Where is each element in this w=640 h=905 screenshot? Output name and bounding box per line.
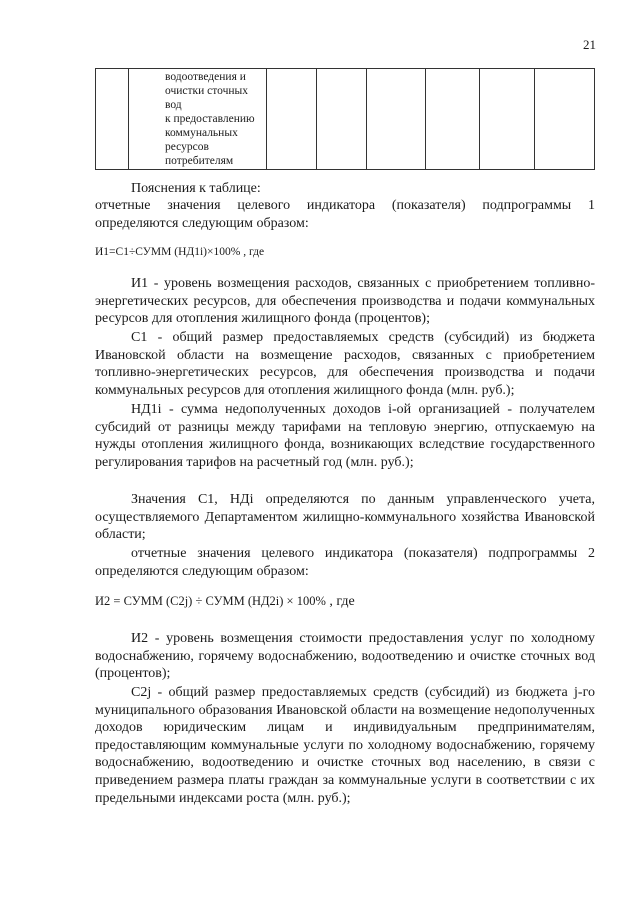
table-cell [426, 69, 480, 170]
table-cell [535, 69, 595, 170]
table-cell [317, 69, 367, 170]
cell-line: к предоставлению [165, 113, 255, 125]
formula-2-tail: , где [325, 594, 355, 609]
table-cell [367, 69, 426, 170]
table-cell [96, 69, 129, 170]
intro-paragraph-2: отчетные значения целевого индикатора (показателя) подпрограммы 2 определяются следующим образом: [95, 546, 595, 579]
definition-i1: И1 - уровень возмещения расходов, связанных с приобретением топливно-энергетических ресурсов, для обеспечения производства и подачи коммунальных ресурсов для отопления жилищного фонда (процентов); [95, 276, 595, 327]
page-number: 21 [583, 37, 596, 52]
definition-nd1i: НД1i - сумма недополученных доходов i-ой организацией - получателем субсидий от разницы между тарифами на тепловую энергию, отпускаемую на нужды отопления жилищного фонда, возникающих вследствие государственного регулирования тарифов на расчетный год (млн. руб.); [95, 402, 595, 470]
cell-line: ресурсов [165, 141, 209, 153]
formula-1: И1=С1÷СУММ (НД1i)×100% , где [95, 246, 265, 258]
table-cell-indicator [129, 69, 267, 170]
cell-line: потребителям [165, 155, 234, 167]
definition-c1: С1 - общий размер предоставляемых средств (субсидий) из бюджета Ивановской области на возмещение расходов, связанных с приобретением топливно-энергетических ресурсов, для обеспечения производства и подачи коммунальных ресурсов для отопления жилищного фонда (млн. руб.); [95, 330, 595, 398]
cell-line: коммунальных [165, 127, 238, 139]
formula-2 [95, 594, 355, 610]
values-source-paragraph: Значения С1, НДi определяются по данным управленческого учета, осуществляемого Департаментом жилищно-коммунального хозяйства Ивановской области; [95, 492, 595, 543]
table-cell [480, 69, 535, 170]
table-cell [267, 69, 317, 170]
cell-line: водоотведения и [165, 71, 246, 83]
table-row [96, 69, 595, 170]
definition-i2: И2 - уровень возмещения стоимости предоставления услуг по холодному водоснабжению, горячему водоснабжению, водоотведению и очистке сточных вод (процентов); [95, 631, 595, 682]
formula-2-expression: И2 = СУММ (С2j) ÷ СУММ (НД2i) × 100% [95, 594, 326, 608]
table-fragment [95, 68, 595, 170]
explanations-heading: Пояснения к таблице: [131, 181, 261, 196]
cell-line: очистки сточных вод [165, 85, 248, 111]
intro-paragraph-1: отчетные значения целевого индикатора (показателя) подпрограммы 1 определяются следующим образом: [95, 198, 595, 231]
definition-c2j: С2j - общий размер предоставляемых средств (субсидий) из бюджета j-го муниципального образования Ивановской области на возмещение недополученных доходов юридическим лицам и индивидуальным предпринимателям, предоставляющим коммунальные услуги по холодному водоснабжению, горячему водоснабжению, водоотведению и очистке сточных вод населению, в связи с приведением размера платы граждан за коммунальные услуги в соответствии с их предельными индексами роста (млн. руб.); [95, 685, 595, 806]
